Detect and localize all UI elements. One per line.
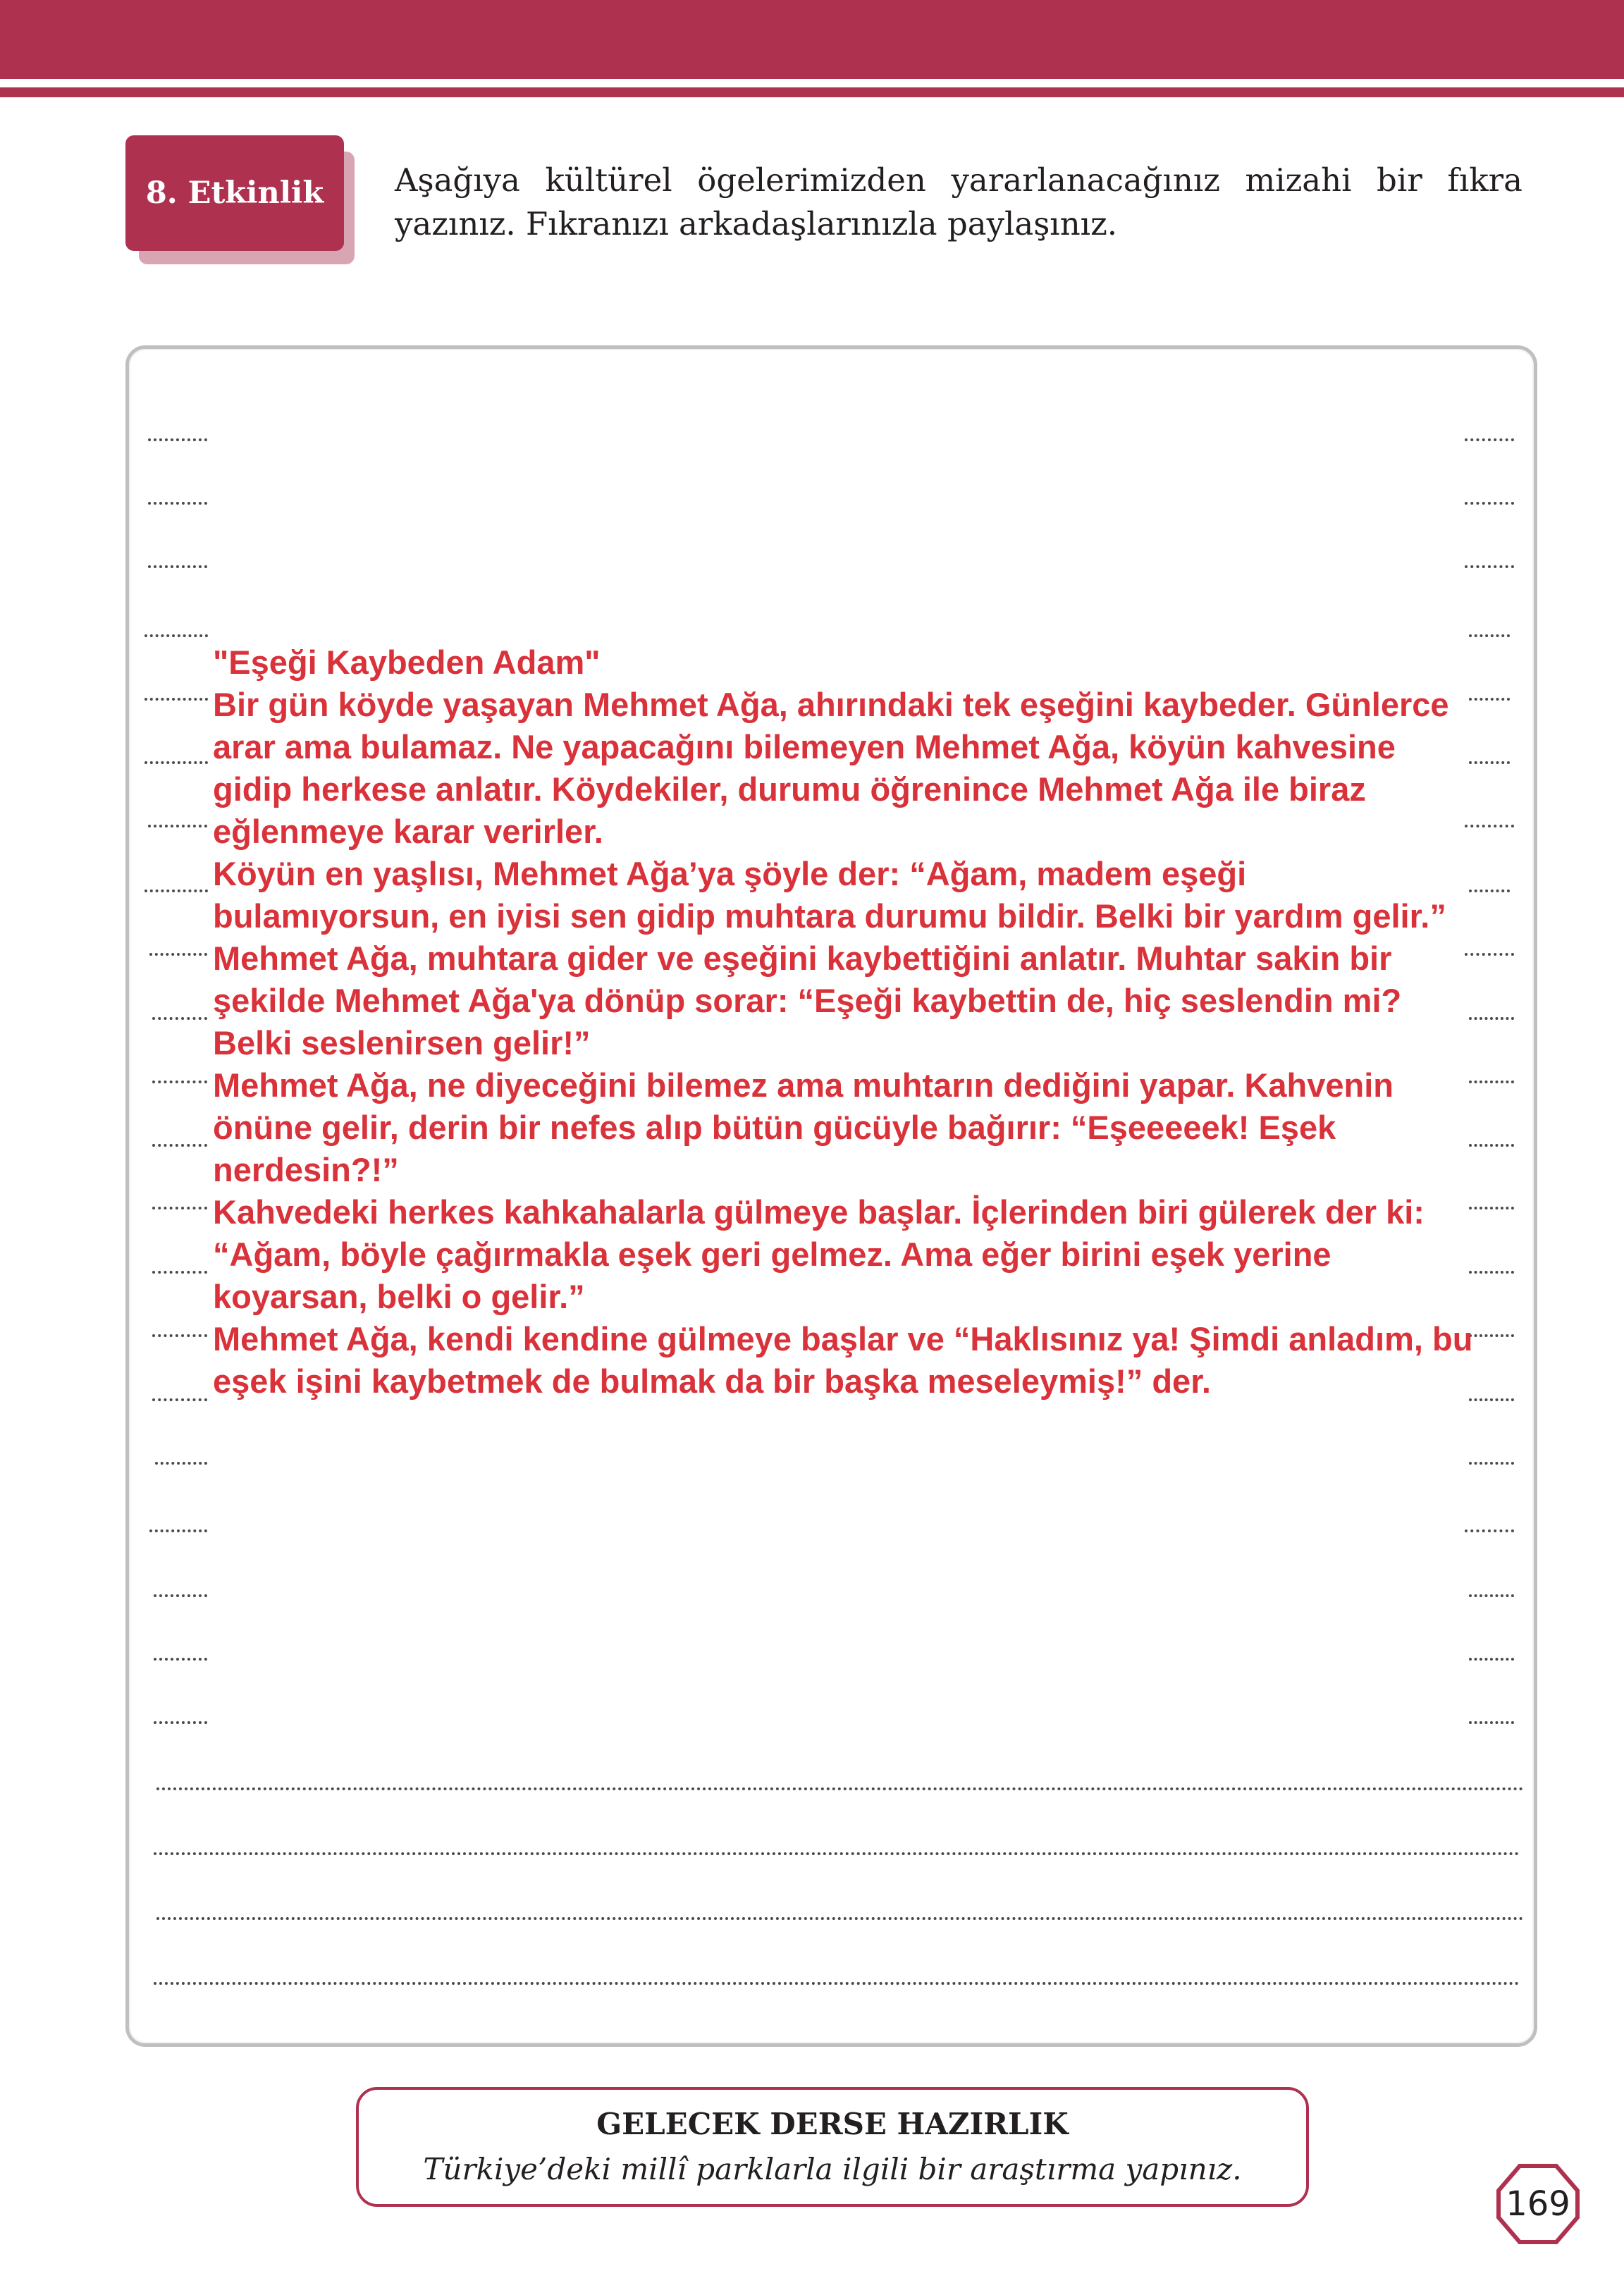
- dotted-line: [144, 634, 208, 637]
- dotted-line: [1465, 1529, 1514, 1532]
- dotted-line: [149, 1529, 207, 1532]
- dotted-line: [148, 565, 207, 568]
- preparation-title: GELECEK DERSE HAZIRLIK: [596, 2107, 1069, 2141]
- dotted-line: [152, 1081, 207, 1083]
- dotted-line: [152, 1334, 207, 1337]
- dotted-line: [152, 1271, 207, 1274]
- dotted-line: [154, 1982, 1520, 1985]
- dotted-line: [148, 502, 207, 505]
- dotted-line: [154, 1594, 207, 1597]
- fikra-paragraph: Köyün en yaşlısı, Mehmet Ağa’ya şöyle der: “Ağam, madem eşeği bulamıyorsun, en iyisi sen gidip muhtara durumu bildir. Belki bir yardım gelir.”: [213, 855, 1446, 935]
- dotted-line: [144, 761, 208, 764]
- dotted-line: [1469, 1594, 1514, 1597]
- fikra-paragraph: Bir gün köyde yaşayan Mehmet Ağa, ahırındaki tek eşeğini kaybeder. Günlerce arar ama bulamaz. Ne yapacağını bilemeyen Mehmet Ağa, köyün kahvesine gidip herkese anlatır. Köydekiler, durumu öğrenince Mehmet Ağa ile biraz eğlenmeye karar verirler.: [213, 686, 1449, 850]
- dotted-line: [1465, 502, 1514, 505]
- dotted-line: [156, 1787, 1524, 1790]
- dotted-line: [144, 889, 208, 892]
- fikra-title: "Eşeği Kaybeden Adam": [213, 644, 601, 681]
- fikra-paragraph: Mehmet Ağa, muhtara gider ve eşeğini kaybettiğini anlatır. Muhtar sakin bir şekilde Mehmet Ağa'ya dönüp sorar: “Eşeği kaybettin de, hiç seslendin mi? Belki seslenirsen gelir!”: [213, 940, 1402, 1061]
- header-band: [0, 0, 1624, 79]
- dotted-line: [152, 1017, 207, 1020]
- dotted-line: [148, 438, 207, 441]
- dotted-line: [154, 1721, 207, 1724]
- dotted-line: [1465, 438, 1514, 441]
- fikra-paragraph: Kahvedeki herkes kahkahalarla gülmeye başlar. İçlerinden biri gülerek der ki: “Ağam, böyle çağırmakla eşek geri gelmez. Ama eğer birini eşek yerine koyarsan, belki o gelir.”: [213, 1193, 1425, 1315]
- page-number-label: 169: [1506, 2184, 1570, 2224]
- dotted-line: [1469, 1721, 1514, 1724]
- dotted-line: [1469, 1658, 1514, 1661]
- dotted-line: [155, 1462, 207, 1465]
- dotted-line: [1465, 565, 1514, 568]
- activity-badge-label: 8. Etkinlik: [145, 176, 324, 211]
- preparation-box: [356, 2087, 1309, 2207]
- dotted-line: [152, 1144, 207, 1147]
- dotted-line: [1469, 1462, 1514, 1465]
- page-number: [1496, 2162, 1580, 2246]
- dotted-line: [144, 698, 208, 701]
- fikra-paragraph: Mehmet Ağa, ne diyeceğini bilemez ama muhtarın dediğini yapar. Kahvenin önüne gelir, derin bir nefes alıp bütün gücüyle bağırır: “Eşeeeeek! Eşek nerdesin?!”: [213, 1066, 1394, 1188]
- dotted-line: [154, 1658, 207, 1661]
- activity-instruction: Aşağıya kültürel ögelerimizden yararlanacağınız mizahi bir fıkra yazınız. Fıkranızı arkadaşlarınızla paylaşınız.: [395, 161, 1522, 242]
- dotted-line: [156, 1917, 1524, 1920]
- activity-badge: [125, 135, 344, 251]
- dotted-line: [152, 1398, 207, 1401]
- dotted-line: [1469, 634, 1510, 637]
- dotted-line: [152, 1207, 207, 1209]
- dotted-line: [149, 953, 207, 956]
- fikra-paragraph: Mehmet Ağa, kendi kendine gülmeye başlar ve “Haklısınız ya! Şimdi anladım, bu eşek işini kaybetmek de bulmak da bir başka meseleymiş!” der.: [213, 1320, 1473, 1400]
- dotted-line: [148, 825, 207, 827]
- preparation-text: Türkiye’deki millî parklarla ilgili bir araştırma yapınız.: [423, 2152, 1242, 2186]
- header-rule: [0, 87, 1624, 97]
- dotted-line: [154, 1852, 1520, 1855]
- fikra-text: [213, 641, 1482, 1403]
